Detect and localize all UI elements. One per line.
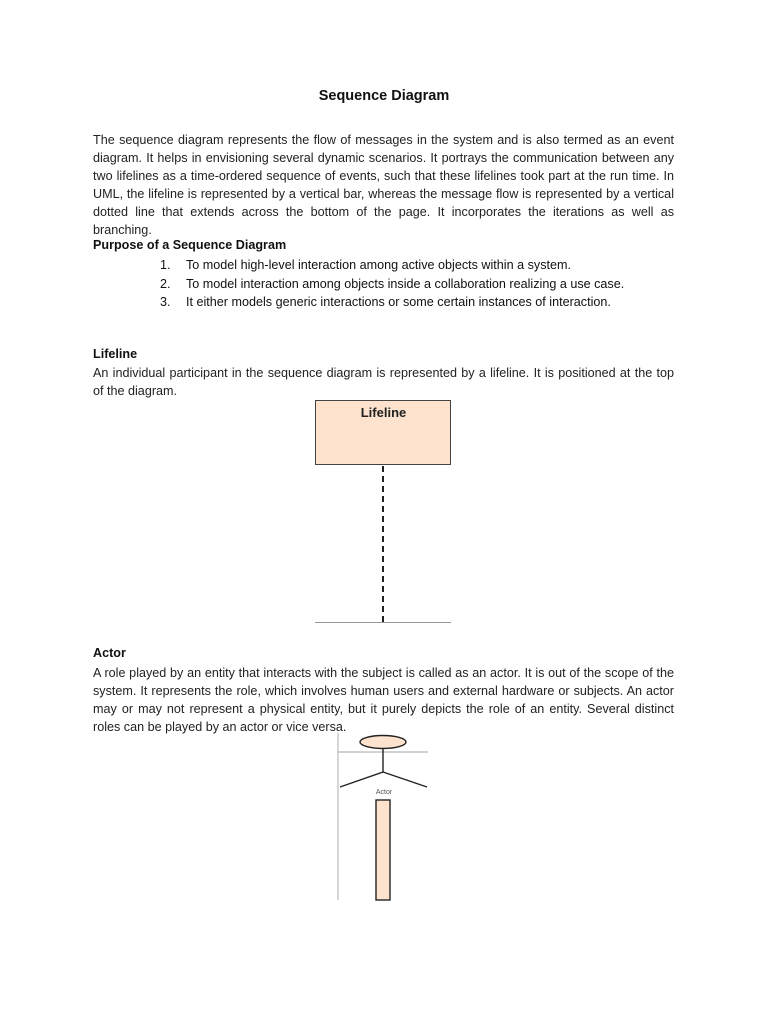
list-text: To model high-level interaction among active objects within a system. xyxy=(186,258,571,272)
purpose-list xyxy=(160,256,624,312)
list-item xyxy=(160,275,624,294)
list-number: 3. xyxy=(160,295,171,309)
purpose-heading: Purpose of a Sequence Diagram xyxy=(93,238,287,252)
actor-paragraph: A role played by an entity that interacts with the subject is called as an actor. It is out of the scope of the system. It represents the role, which involves human users and external hardware or subjects. An actor may or may not represent a physical entity, but it purely depicts the role of an entity. Several distinct roles can be played by an actor or vice versa. xyxy=(93,666,674,734)
actor-head-icon xyxy=(360,736,406,749)
lifeline-base-line xyxy=(315,622,451,623)
intro-paragraph: The sequence diagram represents the flow of messages in the system and is also termed as an event diagram. It helps in envisioning several dynamic scenarios. It portrays the communication between any two lifelines as a time-ordered sequence of events, such that these lifelines took part at the run time. In UML, the lifeline is represented by a vertical bar, whereas the message flow is represented by a vertical dotted line that extends across the bottom of the page. It incorporates the iterations as well as branching. xyxy=(93,133,674,237)
actor-diagram xyxy=(330,730,440,905)
list-number: 2. xyxy=(160,276,171,291)
actor-heading: Actor xyxy=(93,646,126,660)
actor-right-arm-line xyxy=(383,772,427,787)
actor-activation-bar xyxy=(376,800,390,900)
list-item xyxy=(160,293,624,312)
actor-diagram-label: Actor xyxy=(375,789,393,796)
list-text: It either models generic interactions or some certain instances of interaction. xyxy=(186,295,611,309)
lifeline-dashed-line xyxy=(382,466,384,622)
page-title: Sequence Diagram xyxy=(318,88,450,104)
lifeline-paragraph: An individual participant in the sequence diagram is represented by a lifeline. It is positioned at the top of the diagram. xyxy=(93,366,674,398)
lifeline-diagram-label: Lifeline xyxy=(360,405,407,420)
list-text: To model interaction among objects inside a collaboration realizing a use case. xyxy=(186,276,625,291)
actor-left-arm-line xyxy=(340,772,383,787)
lifeline-heading: Lifeline xyxy=(93,347,138,361)
list-item xyxy=(160,256,624,275)
list-number: 1. xyxy=(160,258,171,272)
